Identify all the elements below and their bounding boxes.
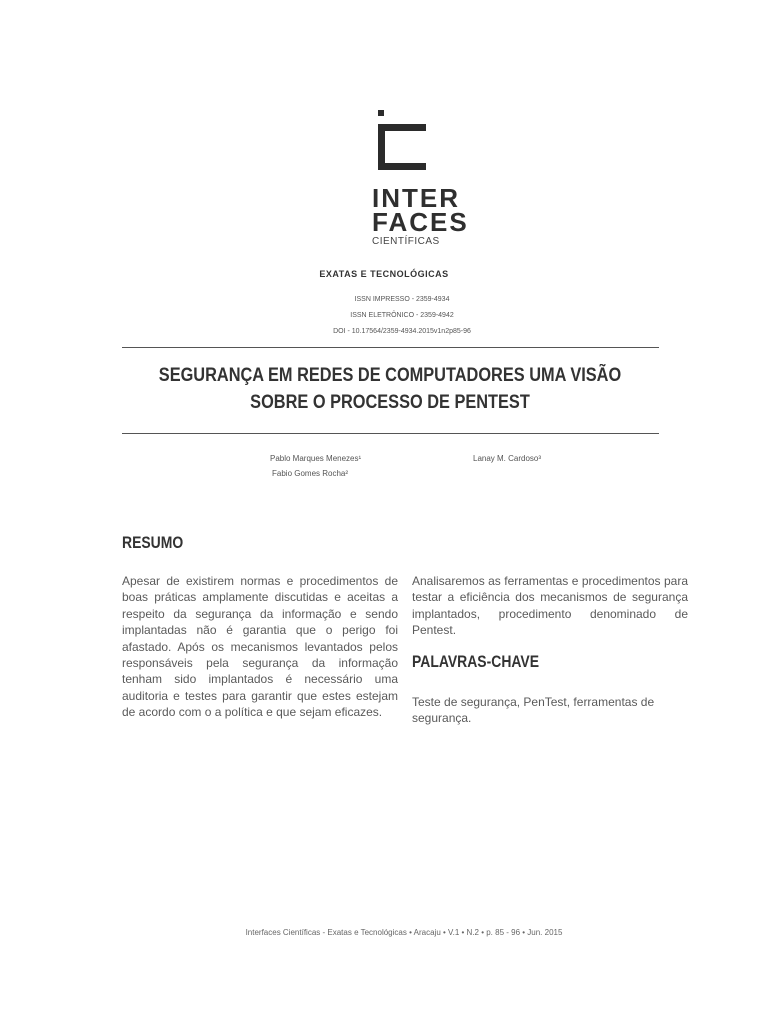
article-title-line-2: SOBRE O PROCESSO DE PENTEST bbox=[250, 392, 530, 413]
logo-line-cientificas: CIENTÍFICAS bbox=[372, 236, 440, 247]
logo-line-inter: INTER bbox=[372, 183, 460, 213]
article-title bbox=[141, 362, 640, 416]
bottom-divider bbox=[122, 433, 659, 434]
keywords-heading: PALAVRAS-CHAVE bbox=[412, 652, 540, 671]
issn-print: ISSN IMPRESSO - 2359-4934 bbox=[354, 296, 450, 303]
issn-electronic: ISSN ELETRÔNICO - 2359-4942 bbox=[350, 312, 454, 319]
journal-logo-wordmark bbox=[372, 183, 469, 247]
logo-line-faces: FACES bbox=[372, 207, 469, 237]
author-1: Pablo Marques Menezes¹ bbox=[270, 454, 362, 463]
author-2: Fabio Gomes Rocha² bbox=[272, 469, 349, 478]
author-3: Lanay M. Cardoso³ bbox=[473, 454, 542, 463]
keywords-text: Teste de segurança, PenTest, ferramentas de segurança. bbox=[412, 695, 655, 726]
journal-section: EXATAS E TECNOLÓGICAS bbox=[319, 269, 449, 279]
abstract-right-column: Analisaremos as ferramentas e procedimentos para testar a eficiência dos mecanismos de segurança implantados, procedimento denominado de Pentest. bbox=[412, 574, 688, 638]
abstract-left-column: Apesar de existirem normas e procedimentos de boas práticas amplamente discutidas e aceitas a respeito da segurança da informação e sendo implantadas não é garantia que o perigo foi afastado. Após os mecanismos levantados pelos responsáveis pela segurança da informação tenham sido implantados é necessário uma auditoria e testes para garantir que estes estejam de acordo com o a política e que sejam eficazes. bbox=[122, 574, 398, 720]
top-divider bbox=[122, 347, 659, 348]
page-footer: Interfaces Científicas - Exatas e Tecnológicas • Aracaju • V.1 • N.2 • p. 85 - 96 • Jun. 2015 bbox=[245, 928, 563, 937]
abstract-heading: RESUMO bbox=[122, 533, 184, 552]
article-title-line-1: SEGURANÇA EM REDES DE COMPUTADORES UMA VISÃO bbox=[158, 365, 622, 386]
journal-logo-icon bbox=[378, 110, 430, 172]
doi: DOI - 10.17564/2359-4934.2015v1n2p85-96 bbox=[333, 328, 471, 335]
